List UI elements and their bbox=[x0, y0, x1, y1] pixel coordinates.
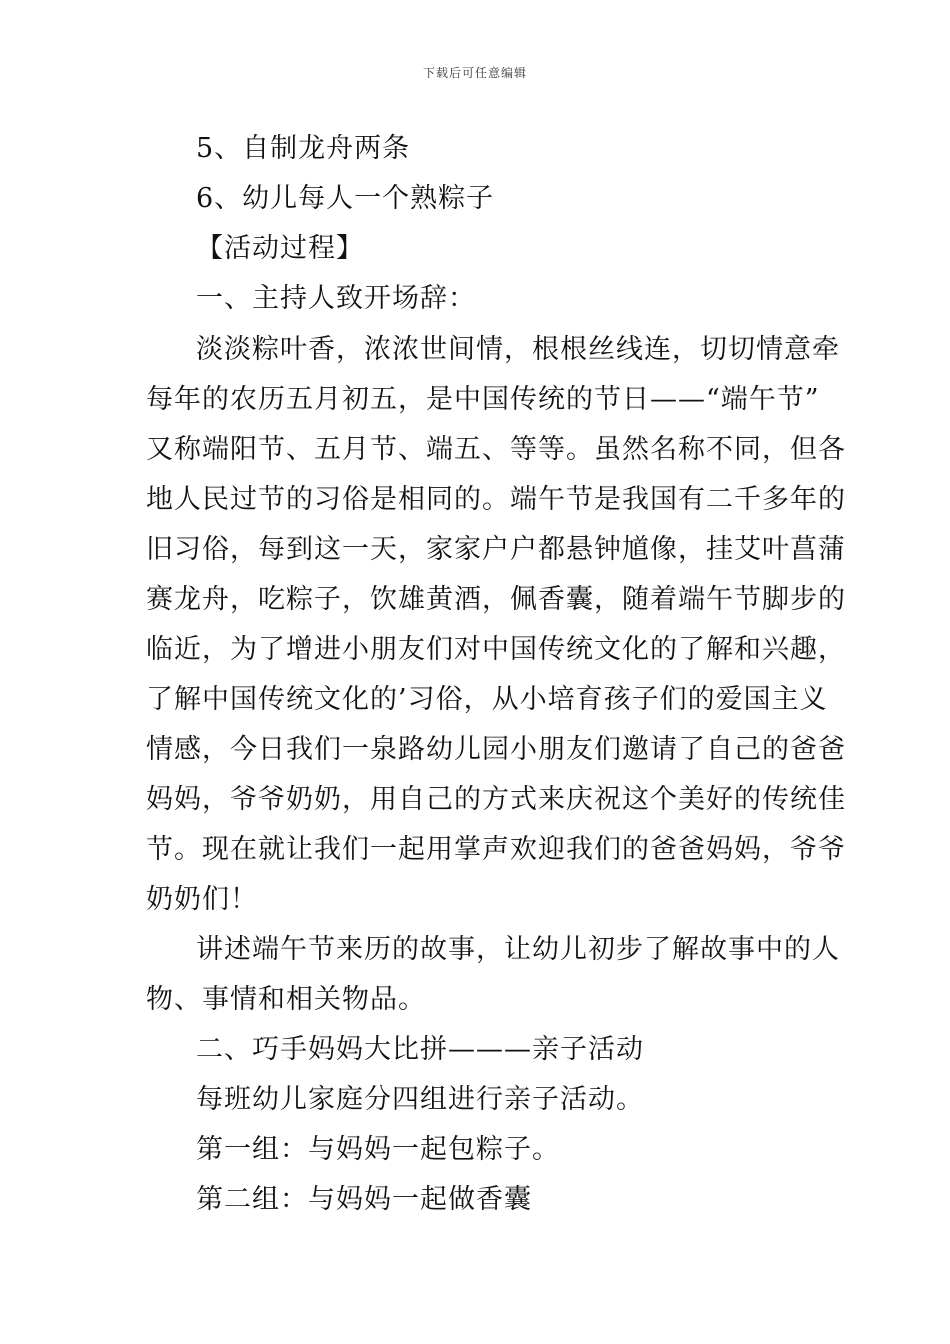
subheading-host-opening: 一、主持人致开场辞： bbox=[196, 283, 476, 314]
section-heading-activity-process: 【活动过程】 bbox=[196, 233, 364, 264]
paragraph-line: 临近，为了增进小朋友们对中国传统文化的了解和兴趣， bbox=[146, 634, 846, 665]
paragraph-line: 节。现在就让我们一起用掌声欢迎我们的爸爸妈妈，爷爷 bbox=[146, 834, 846, 865]
paragraph-line: 旧习俗，每到这一天，家家户户都悬钟馗像，挂艾叶菖蒲 bbox=[146, 534, 846, 565]
subheading-parent-child-activity: 二、巧手妈妈大比拼———亲子活动 bbox=[196, 1034, 644, 1065]
paragraph-line: 又称端阳节、五月节、端五、等等。虽然名称不同，但各 bbox=[146, 434, 846, 465]
paragraph-line: 淡淡粽叶香，浓浓世间情，根根丝线连，切切情意牵 bbox=[196, 334, 840, 365]
paragraph-line: 赛龙舟，吃粽子，饮雄黄酒，佩香囊，随着端午节脚步的 bbox=[146, 584, 846, 615]
paragraph-line: 奶奶们！ bbox=[146, 884, 258, 915]
page-header: 下载后可任意编辑 bbox=[422, 66, 527, 80]
paragraph-line: 每班幼儿家庭分四组进行亲子活动。 bbox=[196, 1084, 644, 1115]
list-item-group-2: 第二组：与妈妈一起做香囊 bbox=[196, 1184, 532, 1215]
paragraph-line: 讲述端午节来历的故事，让幼儿初步了解故事中的人 bbox=[196, 934, 840, 965]
paragraph-line: 妈妈，爷爷奶奶，用自己的方式来庆祝这个美好的传统佳 bbox=[146, 784, 846, 815]
paragraph-line: 情感，今日我们一泉路幼儿园小朋友们邀请了自己的爸爸 bbox=[146, 734, 846, 765]
paragraph-line: 物、事情和相关物品。 bbox=[146, 984, 426, 1015]
paragraph-line: 了解中国传统文化的’习俗，从小培育孩子们的爱国主义 bbox=[146, 684, 828, 715]
list-item-materials-6: 6、幼儿每人一个熟粽子 bbox=[196, 183, 495, 214]
list-item-materials-5: 5、自制龙舟两条 bbox=[196, 133, 411, 164]
paragraph-line: 地人民过节的习俗是相同的。端午节是我国有二千多年的 bbox=[146, 484, 846, 515]
list-item-group-1: 第一组：与妈妈一起包粽子。 bbox=[196, 1134, 560, 1165]
paragraph-line: 每年的农历五月初五，是中国传统的节日——“端午节” bbox=[146, 384, 820, 415]
